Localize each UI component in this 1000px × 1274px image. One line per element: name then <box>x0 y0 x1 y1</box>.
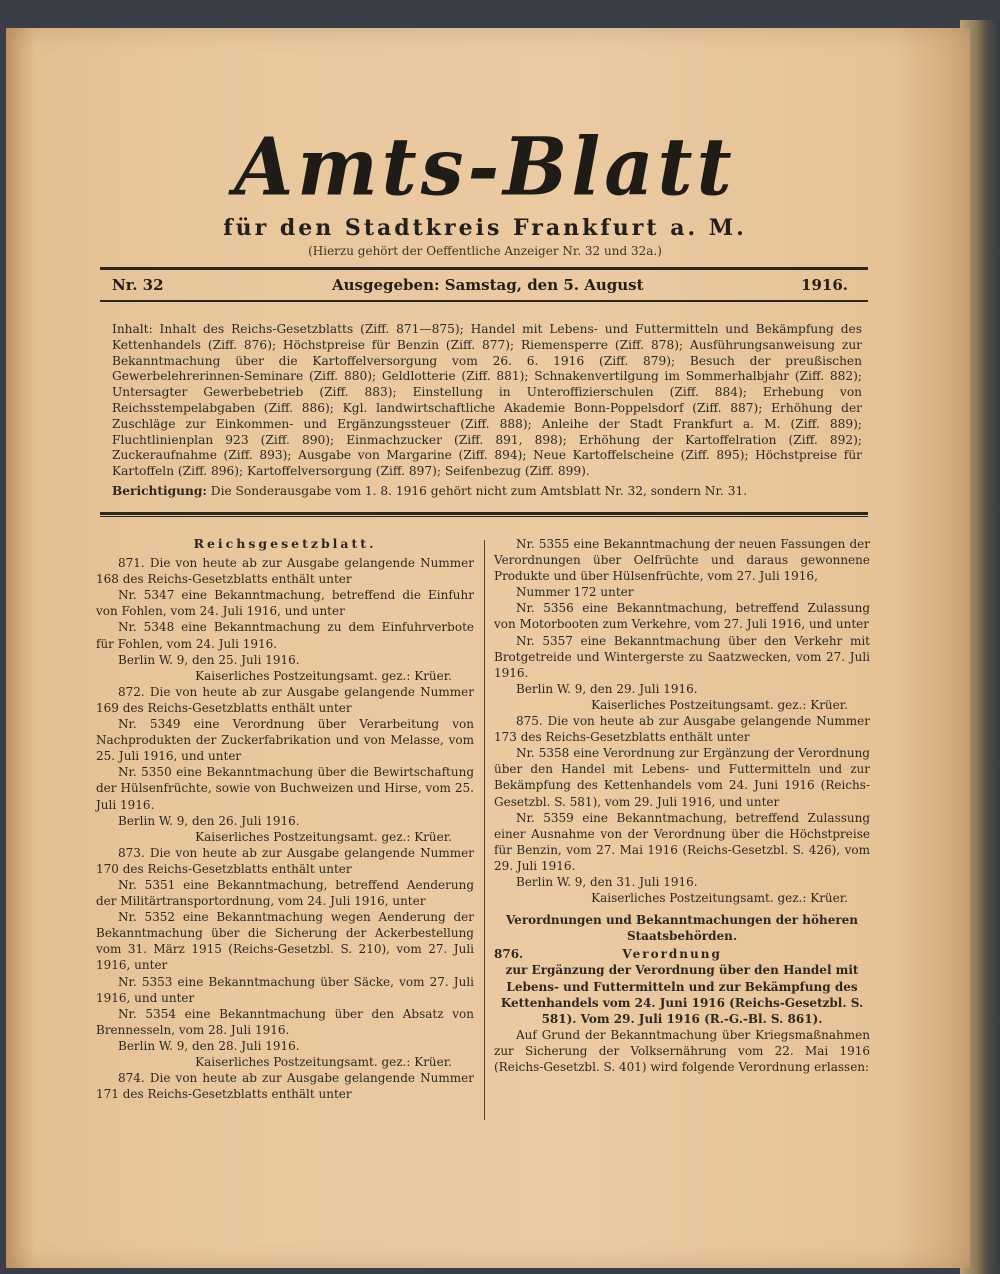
article-875: 875. Die von heute ab zur Ausgabe gelangende Nummer 173 des Reichs-Gesetzblatts enthält unter <box>494 714 870 745</box>
issue-line <box>112 276 860 296</box>
entry-5353: Nr. 5353 eine Bekanntmachung über Säcke, vom 27. Juli 1916, und unter <box>96 974 474 1005</box>
article-number: 876. <box>494 947 524 962</box>
correction-label: Berichtigung: <box>112 484 207 498</box>
header-rule-top <box>100 267 868 270</box>
ordinance-body: Auf Grund der Bekanntmachung über Kriegsmaßnahmen zur Sicherung der Volksernährung vom 22. Mai 1916 (Reichs-Gesetzbl. S. 401) wird folgende Verordnung erlassen: <box>494 1027 870 1074</box>
header-rule-bottom <box>100 300 868 302</box>
entry-5356: Nr. 5356 eine Bekanntmachung, betreffend Zulassung von Motorbooten zum Verkehre, vom 27. Juli 1916, und unter <box>494 601 870 632</box>
signature: Kaiserliches Postzeitungsamt. gez.: Krüer. <box>591 891 848 906</box>
correction-text: Die Sonderausgabe vom 1. 8. 1916 gehört nicht zum Amtsblatt Nr. 32, sondern Nr. 31. <box>210 484 748 498</box>
section-rule-thin <box>100 516 868 517</box>
entry-5352: Nr. 5352 eine Bekanntmachung wegen Aenderung der Bekanntmachung über die Sicherung der Ackerbestellung vom 31. März 1915 (Reichs-Gesetzbl. S. 210), vom 27. Juli 1916, unter <box>96 910 474 973</box>
ordinance-title: zur Ergänzung der Verordnung über den Handel mit Lebens- und Futtermitteln und zur Bekämpfung des Kettenhandels vom 24. Juni 1916 (Reichs-Gesetzbl. S. 581). Vom 29. Juli 1916 (R.-G.-Bl. S. 861). <box>500 963 864 1026</box>
signature: Kaiserliches Postzeitungsamt. gez.: Krüer. <box>195 668 452 683</box>
signature: Kaiserliches Postzeitungsamt. gez.: Krüer. <box>591 697 848 712</box>
dateline: Berlin W. 9, den 25. Juli 1916. <box>118 652 300 667</box>
section-heading-authorities: Verordnungen und Bekanntmachungen der höheren Staatsbehörden. <box>505 913 859 944</box>
signature: Kaiserliches Postzeitungsamt. gez.: Krüer. <box>195 1055 452 1069</box>
entry-5357: Nr. 5357 eine Bekanntmachung über den Verkehr mit Brotgetreide und Wintergerste zu Saatzwecken, vom 27. Juli 1916. <box>494 633 870 680</box>
masthead-title: Amts-Blatt <box>234 119 736 214</box>
article-873: 873. Die von heute ab zur Ausgabe gelangende Nummer 170 des Reichs-Gesetzblatts enthält unter <box>96 845 474 876</box>
entry-5355: Nr. 5355 eine Bekanntmachung der neuen Fassungen der Verordnungen über Oelfrüchte und daraus gewonnene Produkte und über Hülsenfrüchte, vom 27. Juli 1916, <box>494 537 870 584</box>
entry-5351: Nr. 5351 eine Bekanntmachung, betreffend Aenderung der Militärtransportordnung, vom 24. Juli 1916, unter <box>96 877 474 909</box>
section-heading: Reichsgesetzblatt. <box>193 536 377 551</box>
masthead-subtitle: für den Stadtkreis Frankfurt a. M. <box>223 215 747 241</box>
entry-5349: Nr. 5349 eine Verordnung über Verarbeitung von Nachprodukten der Zuckerfabrikation und von Melasse, vom 25. Juli 1916, und unter <box>96 717 474 764</box>
issue-year: 1916. <box>801 276 848 294</box>
dateline: Berlin W. 9, den 31. Juli 1916. <box>516 874 698 889</box>
article-874: 874. Die von heute ab zur Ausgabe gelangende Nummer 171 des Reichs-Gesetzblatts enthält unter <box>96 1071 474 1102</box>
entry-172: Nummer 172 unter <box>516 585 634 600</box>
article-876-number <box>494 946 870 962</box>
issue-date: Ausgegeben: Samstag, den 5. August <box>332 276 644 294</box>
dateline: Berlin W. 9, den 26. Juli 1916. <box>118 813 300 828</box>
right-column <box>494 536 870 1075</box>
signature: Kaiserliches Postzeitungsamt. gez.: Krüer. <box>195 829 452 844</box>
masthead-note: (Hierzu gehört der Oeffentliche Anzeiger Nr. 32 und 32a.) <box>308 244 662 258</box>
entry-5354: Nr. 5354 eine Bekanntmachung über den Absatz von Brennesseln, vom 28. Juli 1916. <box>96 1006 474 1037</box>
ordinance-heading: Verordnung <box>622 947 722 962</box>
article-872: 872. Die von heute ab zur Ausgabe gelangende Nummer 169 des Reichs-Gesetzblatts enthält unter <box>96 684 474 715</box>
entry-5347: Nr. 5347 eine Bekanntmachung, betreffend die Einfuhr von Fohlen, vom 24. Juli 1916, und unter <box>96 588 474 619</box>
entry-5358: Nr. 5358 eine Verordnung zur Ergänzung der Verordnung über den Handel mit Lebens- und Futtermitteln und zur Bekämpfung des Kettenhandels vom 24. Juni 1916 (Reichs-Gesetzbl. S. 581), vom 29. Juli 1916, und unter <box>494 746 870 809</box>
section-rule-thick <box>100 512 868 515</box>
column-divider <box>484 540 485 1120</box>
dateline: Berlin W. 9, den 28. Juli 1916. <box>118 1038 300 1053</box>
entry-5359: Nr. 5359 eine Bekanntmachung, betreffend Zulassung einer Ausnahme von der Verordnung über die Höchstpreise für Benzin, vom 27. Mai 1916 (Reichs-Gesetzbl. S. 426), vom 29. Juli 1916. <box>494 810 870 873</box>
entry-5350: Nr. 5350 eine Bekanntmachung über die Bewirtschaftung der Hülsenfrüchte, sowie von Buchweizen und Hirse, vom 25. Juli 1916. <box>96 765 474 812</box>
correction-note <box>112 484 862 500</box>
left-column <box>96 536 474 1102</box>
article-871: 871. Die von heute ab zur Ausgabe gelangende Nummer 168 des Reichs-Gesetzblatts enthält unter <box>96 556 474 587</box>
dateline: Berlin W. 9, den 29. Juli 1916. <box>516 681 698 696</box>
entry-5348: Nr. 5348 eine Bekanntmachung zu dem Einfuhrverbote für Fohlen, vom 24. Juli 1916. <box>96 620 474 651</box>
issue-number: Nr. 32 <box>112 276 164 294</box>
table-of-contents: Inhalt: Inhalt des Reichs-Gesetzblatts (Ziff. 871—875); Handel mit Lebens- und Futtermitteln und Bekämpfung des Kettenhandels (Ziff. 876); Höchstpreise für Benzin (Ziff. 877); Riemensperre (Ziff. 878); Ausführungsanweisung zur Bekanntmachung über die Kartoffelversorgung vom 26. 6. 1916 (Ziff. 879); Besuch der preußischen Gewerbelehrerinnen-Seminare (Ziff. 880); Geldlotterie (Ziff. 881); Schnakenvertilgung im Sommerhalbjahr (Ziff. 882); Untersagter Gewerbebetrieb (Ziff. 883); Einstellung in Unteroffizierschulen (Ziff. 884); Erhebung von Reichsstempelabgaben (Ziff. 886); Kgl. landwirtschaftliche Akademie Bonn-Poppelsdorf (Ziff. 887); Erhöhung der Zuschläge zur Einkommen- und Ergänzungssteuer (Ziff. 888); Anleihe der Stadt Frankfurt a. M. (Ziff. 889); Fluchtlinienplan 923 (Ziff. 890); Einmachzucker (Ziff. 891, 898); Erhöhung der Kartoffelration (Ziff. 892); Zuckeraufnahme (Ziff. 893); Ausgabe von Margarine (Ziff. 894); Neue Kartoffelscheine (Ziff. 895); Höchstpreise für Kartoffeln (Ziff. 896); Kartoffelversorgung (Ziff. 897); Seifenbezug (Ziff. 899). <box>112 322 862 479</box>
